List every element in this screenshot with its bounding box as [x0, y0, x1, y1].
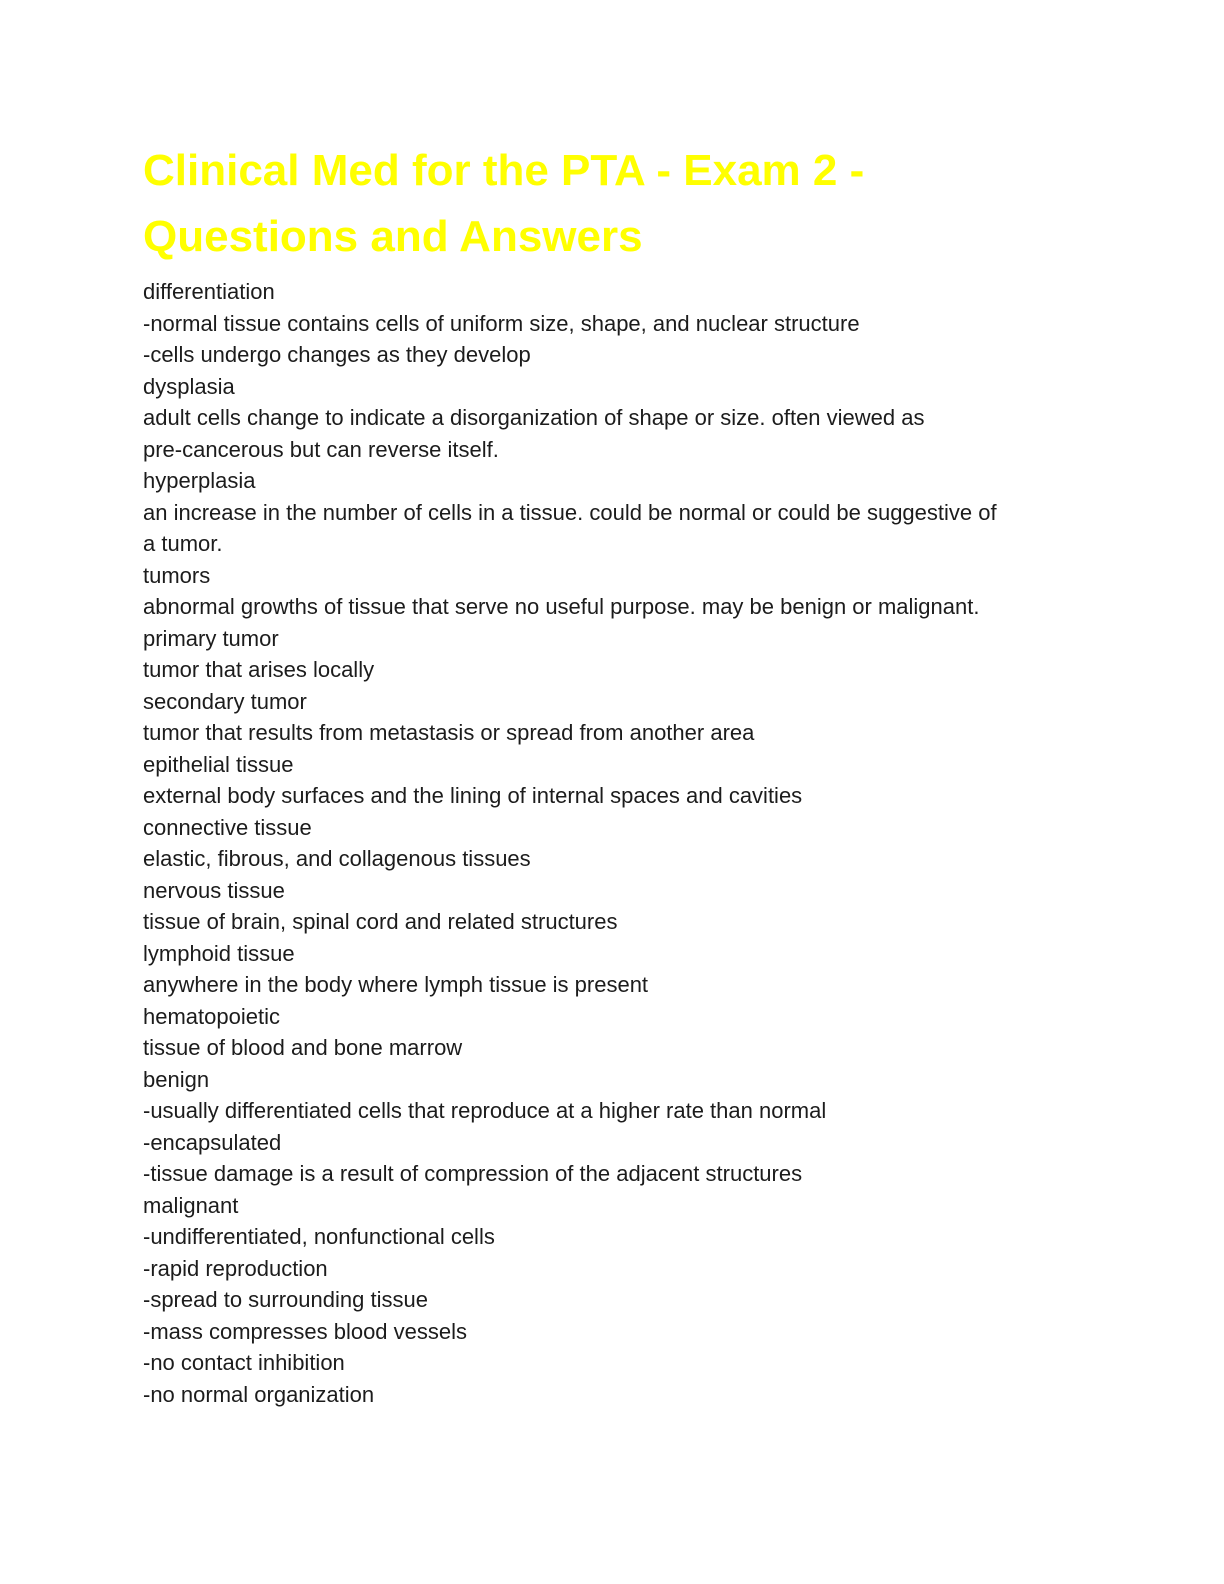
document-line: external body surfaces and the lining of internal spaces and cavities	[143, 783, 803, 808]
document-line: connective tissue	[143, 814, 312, 840]
document-title	[143, 138, 1083, 270]
document-line: -tissue damage is a result of compression of the adjacent structures	[143, 1161, 803, 1186]
document-line: -rapid reproduction	[143, 1255, 328, 1281]
document-line: a tumor.	[143, 531, 223, 556]
document-line: adult cells change to indicate a disorganization of shape or size. often viewed as	[143, 405, 925, 430]
document-line: -normal tissue contains cells of uniform size, shape, and nuclear structure	[143, 310, 860, 336]
document-title-line-1: Clinical Med for the PTA - Exam 2 -	[143, 146, 865, 195]
document-line: -cells undergo changes as they develop	[143, 342, 531, 367]
document-line: -undifferentiated, nonfunctional cells	[143, 1224, 495, 1249]
document-line: -mass compresses blood vessels	[143, 1318, 468, 1344]
document-line: lymphoid tissue	[143, 940, 295, 966]
document-line: dysplasia	[143, 373, 235, 399]
document-line: tissue of blood and bone marrow	[143, 1035, 463, 1060]
document-line: tumor that results from metastasis or spread from another area	[143, 720, 755, 745]
document-line: secondary tumor	[143, 688, 307, 714]
document-line: anywhere in the body where lymph tissue is present	[143, 972, 649, 997]
document-title-line-2: Questions and Answers	[143, 212, 643, 261]
document-line: epithelial tissue	[143, 751, 294, 777]
document-line: malignant	[143, 1192, 239, 1218]
document-line: -usually differentiated cells that reproduce at a higher rate than normal	[143, 1098, 827, 1123]
document-line: tumors	[143, 562, 211, 588]
document-line: -encapsulated	[143, 1129, 282, 1155]
document-content	[143, 138, 1083, 1410]
document-line: -no normal organization	[143, 1381, 375, 1407]
document-line: an increase in the number of cells in a tissue. could be normal or could be suggestive of	[143, 499, 997, 525]
document-line: differentiation	[143, 279, 275, 304]
document-line: -no contact inhibition	[143, 1350, 345, 1375]
document-line: primary tumor	[143, 625, 279, 651]
document-line: nervous tissue	[143, 877, 285, 903]
document-line: abnormal growths of tissue that serve no useful purpose. may be benign or malignant.	[143, 594, 980, 619]
document-line: elastic, fibrous, and collagenous tissues	[143, 846, 531, 871]
document-line: -spread to surrounding tissue	[143, 1287, 428, 1312]
document-line: hyperplasia	[143, 468, 256, 493]
document-line: hematopoietic	[143, 1003, 280, 1029]
document-line: tumor that arises locally	[143, 657, 375, 682]
document-line: benign	[143, 1066, 210, 1092]
document-line: pre-cancerous but can reverse itself.	[143, 436, 499, 462]
document-body	[143, 276, 1083, 1410]
document-line: tissue of brain, spinal cord and related structures	[143, 909, 618, 934]
